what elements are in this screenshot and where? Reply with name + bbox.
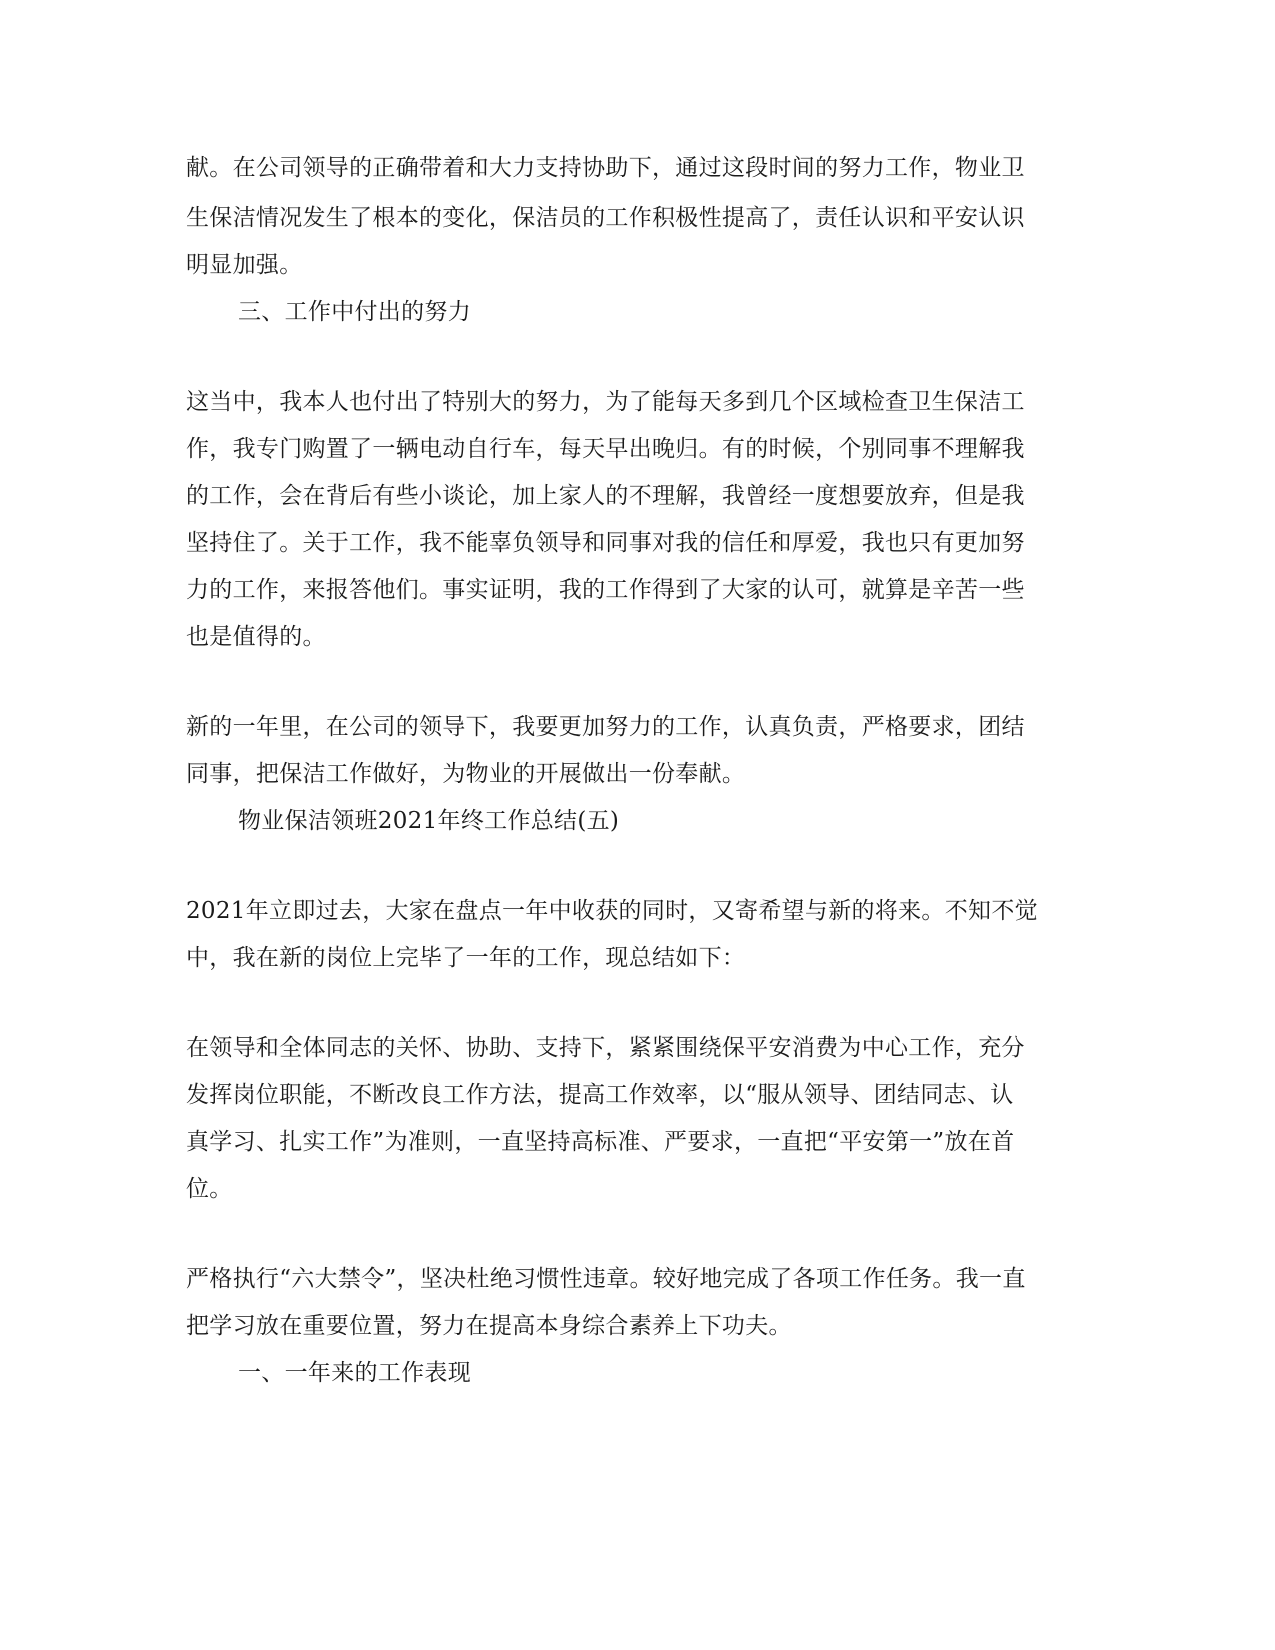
- text-line: 发挥岗位职能，不断改良工作方法，提高工作效率，以“服从领导、团结同志、认: [186, 1082, 1014, 1108]
- text-line: 2021年立即过去，大家在盘点一年中收获的同时，又寄希望与新的将来。不知不觉: [186, 898, 1038, 924]
- text-line: 把学习放在重要位置，努力在提高本身综合素养上下功夫。: [186, 1313, 792, 1339]
- text-line: 坚持住了。关于工作，我不能辜负领导和同事对我的信任和厚爱，我也只有更加努: [186, 530, 1025, 556]
- text-line: 生保洁情况发生了根本的变化，保洁员的工作积极性提高了，责任认识和平安认识: [186, 205, 1025, 231]
- text-line: 明显加强。: [186, 252, 303, 278]
- section-heading: 一、一年来的工作表现: [238, 1360, 471, 1386]
- text-line: 的工作，会在背后有些小谈论，加上家人的不理解，我曾经一度想要放弃，但是我: [186, 483, 1025, 509]
- text-line: 力的工作，来报答他们。事实证明，我的工作得到了大家的认可，就算是辛苦一些: [186, 577, 1025, 603]
- text-line: 中，我在新的岗位上完毕了一年的工作，现总结如下：: [186, 945, 746, 971]
- text-line: 位。: [186, 1176, 233, 1202]
- text-line: 同事，把保洁工作做好，为物业的开展做出一份奉献。: [186, 761, 746, 787]
- text-line: 新的一年里，在公司的领导下，我要更加努力的工作，认真负责，严格要求，团结: [186, 714, 1025, 740]
- text-line: 也是值得的。: [186, 624, 326, 650]
- text-line: 献。在公司领导的正确带着和大力支持协助下，通过这段时间的努力工作，物业卫: [186, 155, 1025, 181]
- text-line: 这当中，我本人也付出了特别大的努力，为了能每天多到几个区域检查卫生保洁工: [186, 389, 1025, 415]
- section-title: 物业保洁领班2021年终工作总结(五): [238, 808, 620, 834]
- section-heading: 三、工作中付出的努力: [238, 299, 471, 325]
- text-line: 在领导和全体同志的关怀、协助、支持下，紧紧围绕保平安消费为中心工作，充分: [186, 1035, 1025, 1061]
- text-line: 严格执行“六大禁令”，坚决杜绝习惯性违章。较好地完成了各项工作任务。我一直: [186, 1266, 1026, 1292]
- text-line: 作，我专门购置了一辆电动自行车，每天早出晚归。有的时候，个别同事不理解我: [186, 436, 1025, 462]
- text-line: 真学习、扎实工作”为准则，一直坚持高标准、严要求，一直把“平安第一”放在首: [186, 1129, 1015, 1155]
